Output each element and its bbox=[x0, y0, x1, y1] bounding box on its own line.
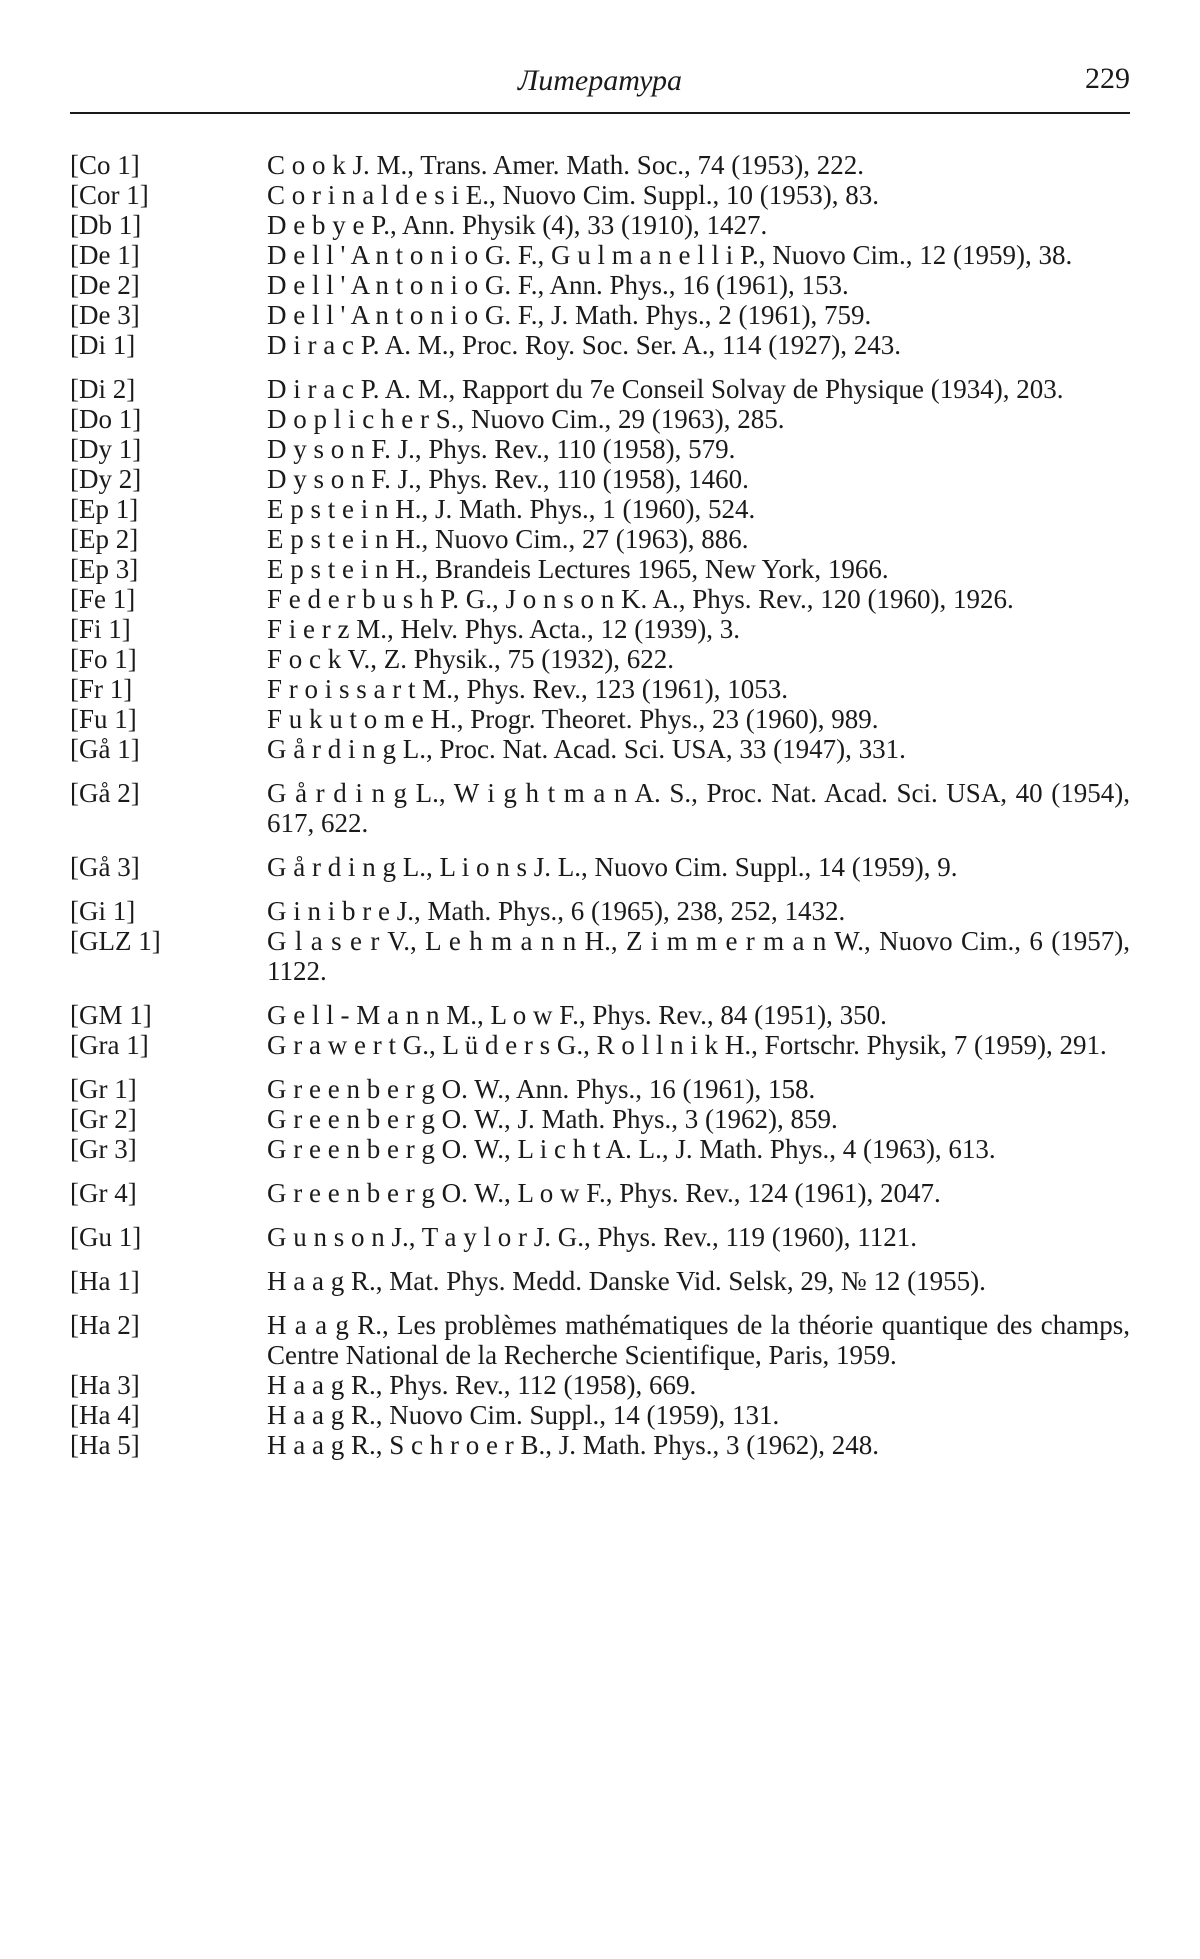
reference-entry bbox=[70, 1222, 1130, 1252]
reference-text: D i r a c P. A. M., Rapport du 7e Conseil Solvay de Physique (1934), 203. bbox=[267, 374, 1064, 404]
reference-entry bbox=[70, 1030, 1130, 1060]
reference-entry bbox=[70, 240, 1130, 270]
reference-entry bbox=[70, 180, 1130, 210]
reference-key: [Di 1] bbox=[70, 330, 136, 360]
reference-key: [Co 1] bbox=[70, 150, 140, 180]
reference-entry bbox=[70, 150, 1130, 180]
reference-text: F o c k V., Z. Physik., 75 (1932), 622. bbox=[267, 644, 675, 674]
reference-key: [Ha 4] bbox=[70, 1400, 140, 1430]
reference-entry bbox=[70, 704, 1130, 734]
reference-text: C o o k J. M., Trans. Amer. Math. Soc., 74 (1953), 222. bbox=[267, 150, 865, 180]
reference-key: [Fo 1] bbox=[70, 644, 137, 674]
reference-text: G r a w e r t G., L ü d e r s G., R o l l n i k H., Fortschr. Physik, 7 (1959), 291. bbox=[267, 1030, 1107, 1060]
page-number: 229 bbox=[1085, 62, 1130, 95]
reference-entry bbox=[70, 374, 1130, 404]
reference-entry bbox=[70, 1104, 1130, 1134]
header-rule bbox=[70, 112, 1130, 114]
reference-text: F u k u t o m e H., Progr. Theoret. Phys., 23 (1960), 989. bbox=[267, 704, 879, 734]
reference-key: [Ep 1] bbox=[70, 494, 139, 524]
page bbox=[70, 62, 1130, 1460]
reference-list bbox=[70, 150, 1130, 1460]
reference-key: [Gr 4] bbox=[70, 1178, 137, 1208]
reference-key: [Fr 1] bbox=[70, 674, 133, 704]
reference-entry bbox=[70, 434, 1130, 464]
reference-key: [Gå 1] bbox=[70, 734, 140, 764]
reference-key: [Ha 2] bbox=[70, 1310, 140, 1340]
reference-entry bbox=[70, 584, 1130, 614]
reference-entry bbox=[70, 778, 1130, 838]
reference-key: [Ha 1] bbox=[70, 1266, 140, 1296]
reference-text: F e d e r b u s h P. G., J o n s o n K. A., Phys. Rev., 120 (1960), 1926. bbox=[267, 584, 1014, 614]
reference-key: [Gra 1] bbox=[70, 1030, 149, 1060]
reference-text: G l a s e r V., L e h m a n n H., Z i m m e r m a n W., Nuovo Cim., 6 (1957), 1122. bbox=[267, 926, 1130, 986]
reference-entry bbox=[70, 1266, 1130, 1296]
reference-entry bbox=[70, 1000, 1130, 1030]
reference-text: G r e e n b e r g O. W., Ann. Phys., 16 (1961), 158. bbox=[267, 1074, 816, 1104]
reference-key: [Di 2] bbox=[70, 374, 136, 404]
reference-text: D e l l ' A n t o n i o G. F., Ann. Phys., 16 (1961), 153. bbox=[267, 270, 849, 300]
reference-text: D y s o n F. J., Phys. Rev., 110 (1958), 579. bbox=[267, 434, 736, 464]
reference-entry bbox=[70, 494, 1130, 524]
reference-text: H a a g R., Mat. Phys. Medd. Danske Vid. Selsk, 29, № 12 (1955). bbox=[267, 1266, 986, 1296]
reference-text: D o p l i c h e r S., Nuovo Cim., 29 (1963), 285. bbox=[267, 404, 785, 434]
reference-text: D e l l ' A n t o n i o G. F., G u l m a n e l l i P., Nuovo Cim., 12 (1959), 38. bbox=[267, 240, 1073, 270]
reference-text: D e l l ' A n t o n i o G. F., J. Math. Phys., 2 (1961), 759. bbox=[267, 300, 872, 330]
reference-text: G u n s o n J., T a y l o r J. G., Phys. Rev., 119 (1960), 1121. bbox=[267, 1222, 918, 1252]
reference-entry bbox=[70, 1074, 1130, 1104]
reference-entry bbox=[70, 926, 1130, 986]
reference-entry bbox=[70, 524, 1130, 554]
page-header bbox=[70, 62, 1130, 106]
reference-key: [Ep 2] bbox=[70, 524, 139, 554]
reference-entry bbox=[70, 300, 1130, 330]
reference-entry bbox=[70, 554, 1130, 584]
reference-key: [De 3] bbox=[70, 300, 140, 330]
reference-text: G å r d i n g L., Proc. Nat. Acad. Sci. USA, 33 (1947), 331. bbox=[267, 734, 906, 764]
reference-key: [Fe 1] bbox=[70, 584, 136, 614]
reference-entry bbox=[70, 404, 1130, 434]
running-title: Литература bbox=[517, 64, 683, 97]
reference-key: [Dy 2] bbox=[70, 464, 142, 494]
reference-key: [Gr 3] bbox=[70, 1134, 137, 1164]
reference-key: [GM 1] bbox=[70, 1000, 152, 1030]
reference-text: G e l l - M a n n M., L o w F., Phys. Rev., 84 (1951), 350. bbox=[267, 1000, 887, 1030]
reference-key: [Db 1] bbox=[70, 210, 142, 240]
reference-text: E p s t e i n H., J. Math. Phys., 1 (1960), 524. bbox=[267, 494, 756, 524]
reference-key: [Do 1] bbox=[70, 404, 142, 434]
reference-text: G r e e n b e r g O. W., L o w F., Phys. Rev., 124 (1961), 2047. bbox=[267, 1178, 941, 1208]
reference-key: [Fi 1] bbox=[70, 614, 131, 644]
reference-text: H a a g R., S c h r o e r B., J. Math. Phys., 3 (1962), 248. bbox=[267, 1430, 879, 1460]
reference-entry bbox=[70, 896, 1130, 926]
reference-entry bbox=[70, 674, 1130, 704]
reference-text: H a a g R., Nuovo Cim. Suppl., 14 (1959), 131. bbox=[267, 1400, 780, 1430]
reference-text: D i r a c P. A. M., Proc. Roy. Soc. Ser. A., 114 (1927), 243. bbox=[267, 330, 901, 360]
reference-text: G r e e n b e r g O. W., L i c h t A. L., J. Math. Phys., 4 (1963), 613. bbox=[267, 1134, 996, 1164]
reference-text: G r e e n b e r g O. W., J. Math. Phys., 3 (1962), 859. bbox=[267, 1104, 838, 1134]
reference-key: [De 2] bbox=[70, 270, 140, 300]
reference-key: [De 1] bbox=[70, 240, 140, 270]
reference-entry bbox=[70, 644, 1130, 674]
reference-entry bbox=[70, 330, 1130, 360]
reference-entry bbox=[70, 270, 1130, 300]
reference-key: [Cor 1] bbox=[70, 180, 149, 210]
reference-entry bbox=[70, 1178, 1130, 1208]
reference-key: [Gå 3] bbox=[70, 852, 140, 882]
reference-entry bbox=[70, 1310, 1130, 1370]
reference-text: D e b y e P., Ann. Physik (4), 33 (1910), 1427. bbox=[267, 210, 768, 240]
reference-entry bbox=[70, 734, 1130, 764]
reference-key: [Ha 5] bbox=[70, 1430, 140, 1460]
reference-key: [Dy 1] bbox=[70, 434, 142, 464]
reference-text: G i n i b r e J., Math. Phys., 6 (1965), 238, 252, 1432. bbox=[267, 896, 846, 926]
reference-entry bbox=[70, 1370, 1130, 1400]
reference-key: [Gu 1] bbox=[70, 1222, 142, 1252]
reference-entry bbox=[70, 1400, 1130, 1430]
reference-text: E p s t e i n H., Brandeis Lectures 1965, New York, 1966. bbox=[267, 554, 889, 584]
reference-key: [GLZ 1] bbox=[70, 926, 161, 956]
reference-text: D y s o n F. J., Phys. Rev., 110 (1958), 1460. bbox=[267, 464, 749, 494]
reference-text: C o r i n a l d e s i E., Nuovo Cim. Suppl., 10 (1953), 83. bbox=[267, 180, 879, 210]
reference-key: [Gå 2] bbox=[70, 778, 140, 808]
reference-text: F i e r z M., Helv. Phys. Acta., 12 (1939), 3. bbox=[267, 614, 740, 644]
reference-text: H a a g R., Phys. Rev., 112 (1958), 669. bbox=[267, 1370, 697, 1400]
reference-entry bbox=[70, 464, 1130, 494]
reference-entry bbox=[70, 1430, 1130, 1460]
reference-key: [Fu 1] bbox=[70, 704, 137, 734]
reference-entry bbox=[70, 614, 1130, 644]
reference-entry bbox=[70, 852, 1130, 882]
reference-entry bbox=[70, 210, 1130, 240]
reference-text: H a a g R., Les problèmes mathématiques de la théorie quantique des champs, Centre National de la Recherche Scientifique, Paris, 1959. bbox=[267, 1310, 1130, 1370]
reference-key: [Ep 3] bbox=[70, 554, 139, 584]
reference-entry bbox=[70, 1134, 1130, 1164]
reference-key: [Gr 1] bbox=[70, 1074, 137, 1104]
reference-text: G å r d i n g L., W i g h t m a n A. S., Proc. Nat. Acad. Sci. USA, 40 (1954), 617, 622. bbox=[267, 778, 1130, 838]
reference-text: E p s t e i n H., Nuovo Cim., 27 (1963), 886. bbox=[267, 524, 749, 554]
reference-key: [Gr 2] bbox=[70, 1104, 137, 1134]
reference-text: F r o i s s a r t M., Phys. Rev., 123 (1961), 1053. bbox=[267, 674, 789, 704]
reference-text: G å r d i n g L., L i o n s J. L., Nuovo Cim. Suppl., 14 (1959), 9. bbox=[267, 852, 958, 882]
reference-key: [Gi 1] bbox=[70, 896, 136, 926]
reference-key: [Ha 3] bbox=[70, 1370, 140, 1400]
